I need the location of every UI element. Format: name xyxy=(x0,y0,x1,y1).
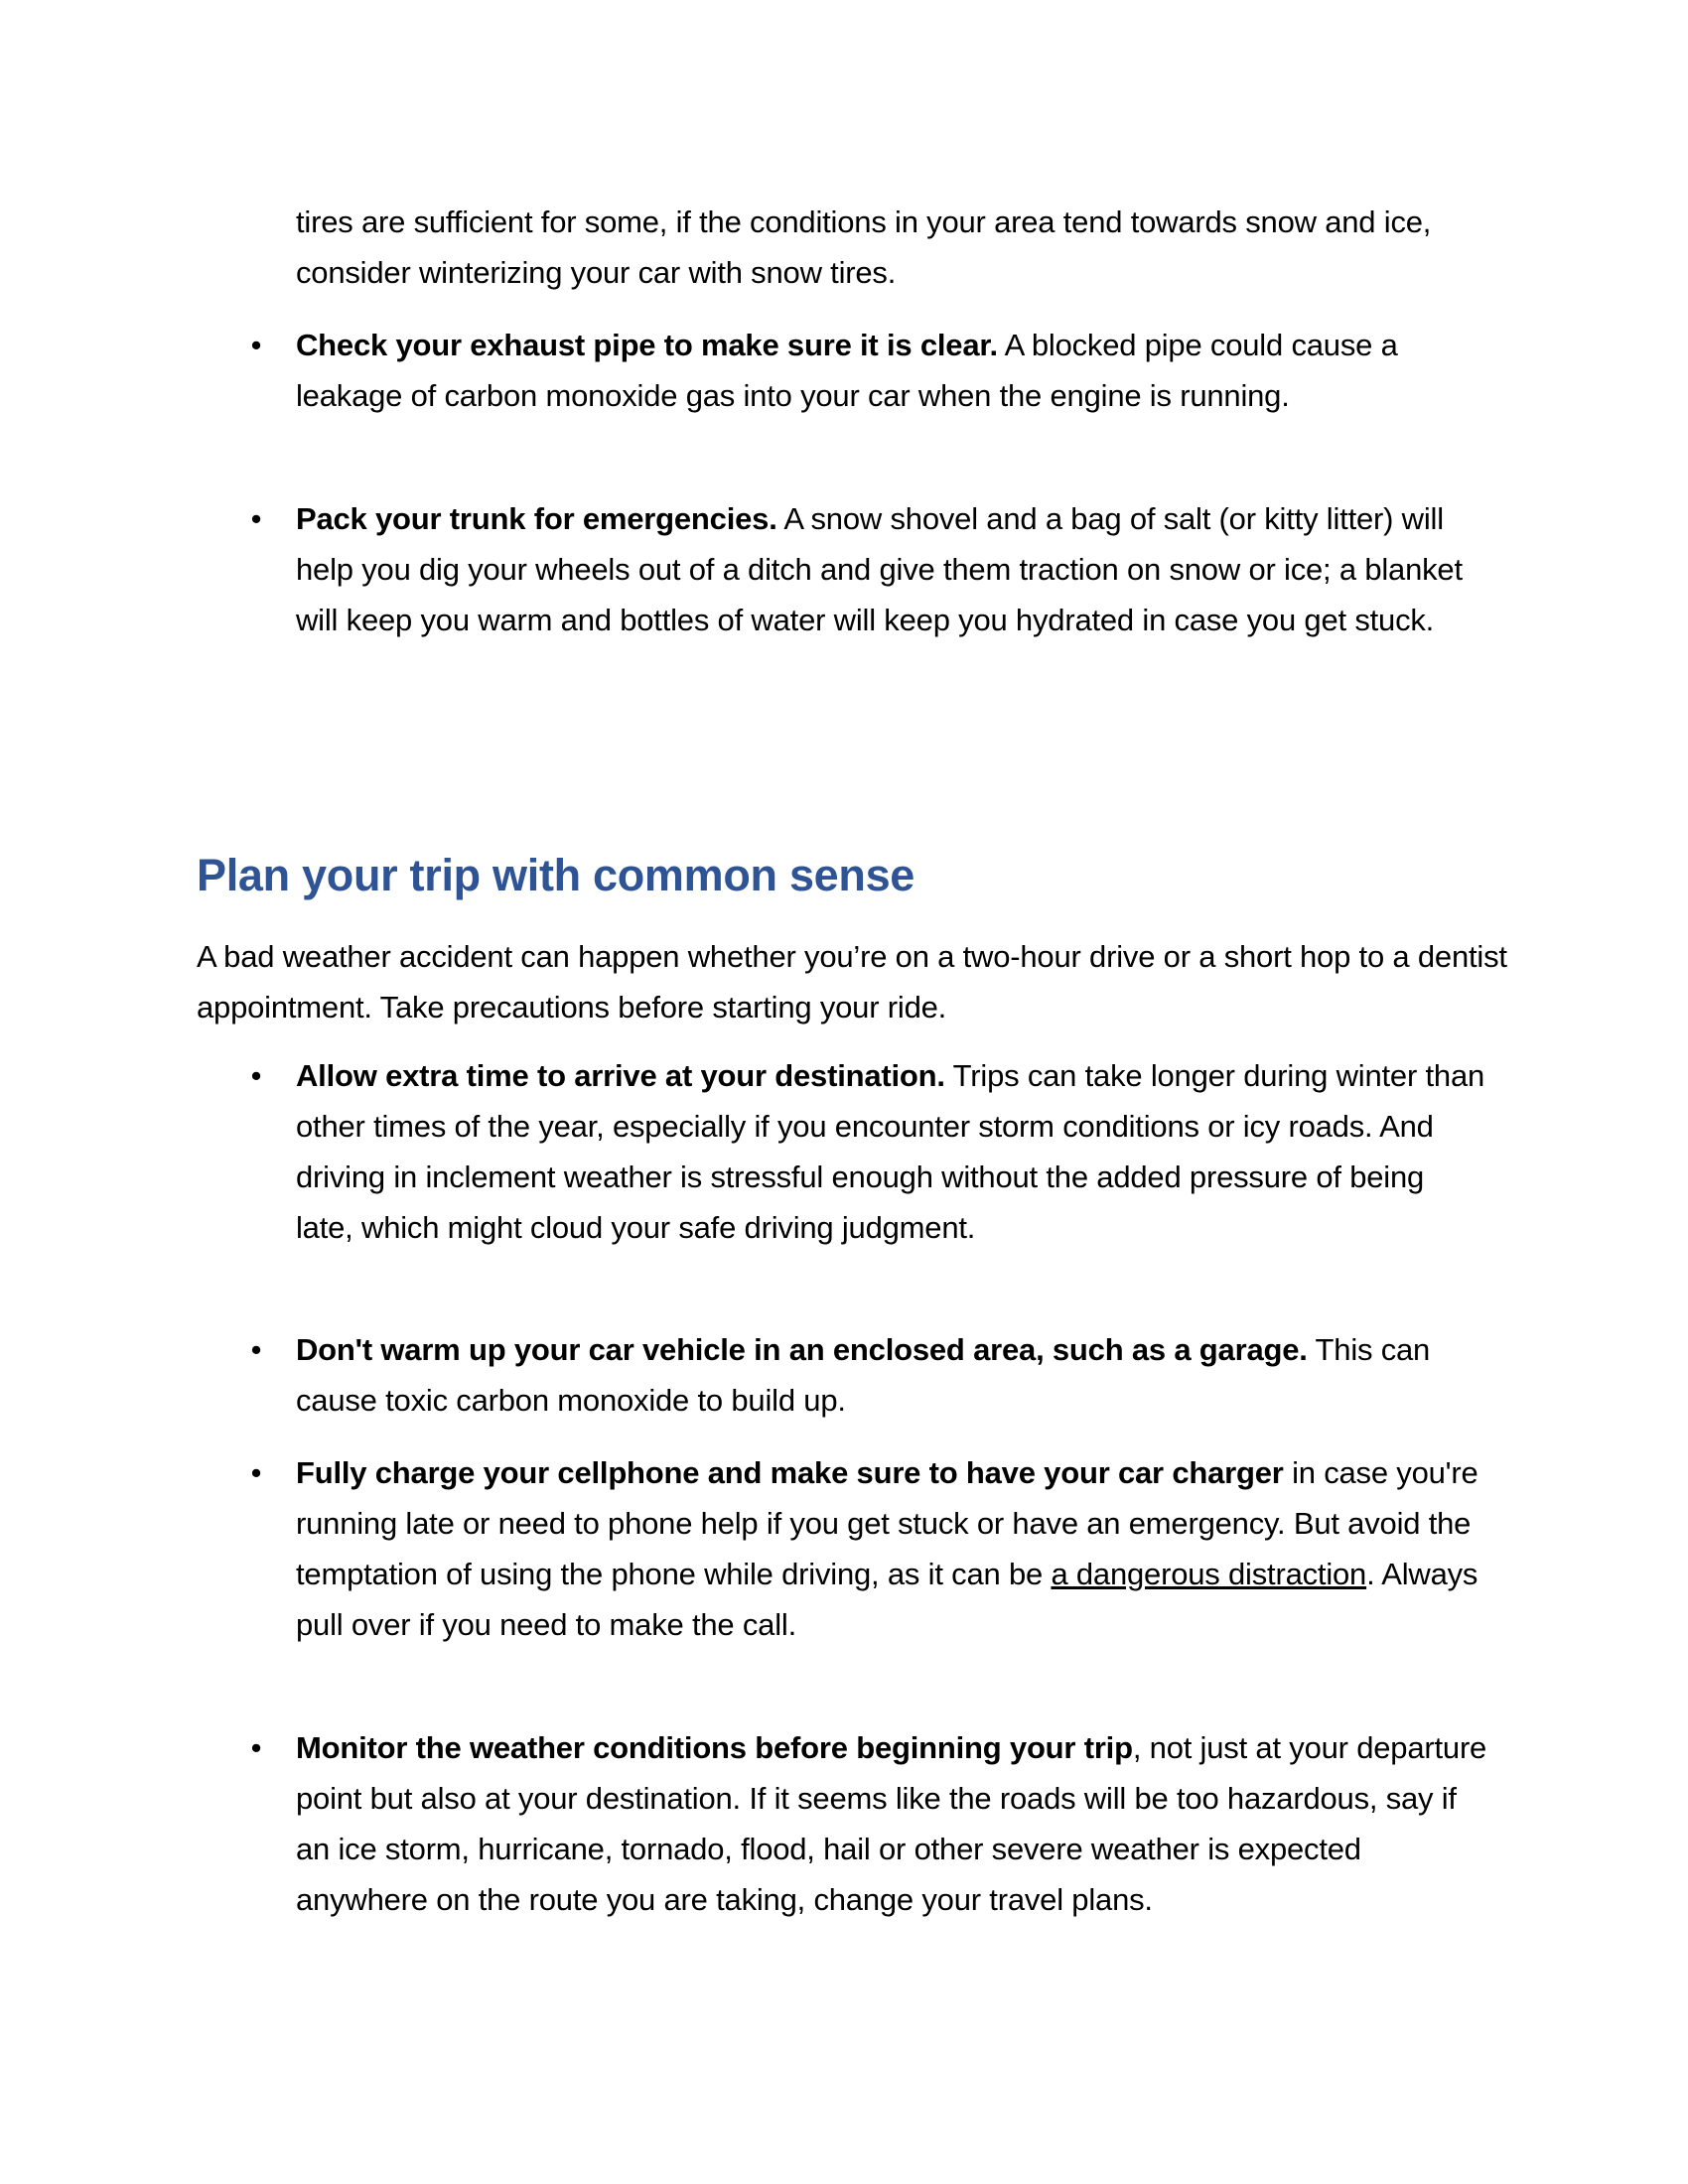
bullet-icon: • xyxy=(250,1058,262,1093)
section-heading: Plan your trip with common sense xyxy=(197,850,915,900)
list-item-bold-lead: Pack your trunk for emergencies. xyxy=(296,501,777,536)
continuation-paragraph: tires are sufficient for some, if the conditions in your area tend towards snow and ice, consider winterizing your car with snow tires. xyxy=(296,205,1432,290)
list-item-bold-lead: Monitor the weather conditions before beginning your trip xyxy=(296,1730,1133,1765)
list-item-monitor-weather xyxy=(250,1722,1487,1925)
list-item-bold-lead: Check your exhaust pipe to make sure it is clear. xyxy=(296,328,998,362)
bullet-icon: • xyxy=(250,1332,262,1367)
bullet-icon: • xyxy=(250,328,262,362)
bullet-icon: • xyxy=(250,1455,262,1490)
bullet-icon: • xyxy=(250,1730,262,1765)
list-item-exhaust-pipe xyxy=(250,320,1487,421)
list-item-pack-trunk xyxy=(250,493,1487,645)
section-intro: A bad weather accident can happen whether you’re on a two-hour drive or a short hop to a dentist appointment. Take precautions before starting your ride. xyxy=(197,939,1507,1024)
list-item-bold-lead: Allow extra time to arrive at your destination. xyxy=(296,1058,945,1093)
dangerous-distraction-link[interactable]: a dangerous distraction xyxy=(1051,1557,1367,1591)
list-item-bold-lead: Don't warm up your car vehicle in an enclosed area, such as a garage. xyxy=(296,1332,1308,1367)
list-item-body: in case you're running late or need to phone help if you get stuck or have an emergency. But avoid the temptation of using the phone while driving, as it can be xyxy=(296,1455,1478,1591)
bullet-icon: • xyxy=(250,501,262,536)
list-item-body: Trips can take longer during winter than other times of the year, especially if you encounter storm conditions or icy roads. And driving in inclement weather is stressful enough without the added pressure of being late, which might cloud your safe driving judgment. xyxy=(296,1058,1485,1245)
list-item-extra-time xyxy=(250,1050,1487,1253)
list-item-body-end: . Always pull over if you need to make the call. xyxy=(296,1557,1478,1642)
list-item-body: A blocked pipe could cause a leakage of carbon monoxide gas into your car when the engine is running. xyxy=(296,328,1398,413)
list-item-body: , not just at your departure point but also at your destination. If it seems like the roads will be too hazardous, say if an ice storm, hurricane, tornado, flood, hail or other severe weather is expected anywhere on the route you are taking, change your travel plans. xyxy=(296,1730,1487,1917)
list-item-charge-phone xyxy=(250,1447,1487,1650)
list-item-body: A snow shovel and a bag of salt (or kitty litter) will help you dig your wheels out of a ditch and give them traction on snow or ice; a blanket will keep you warm and bottles of water will keep you hydrated in case you get stuck. xyxy=(296,501,1463,637)
list-item-bold-lead: Fully charge your cellphone and make sure to have your car charger xyxy=(296,1455,1284,1490)
list-item-body: This can cause toxic carbon monoxide to build up. xyxy=(296,1332,1431,1418)
list-item-warm-up xyxy=(250,1324,1487,1426)
